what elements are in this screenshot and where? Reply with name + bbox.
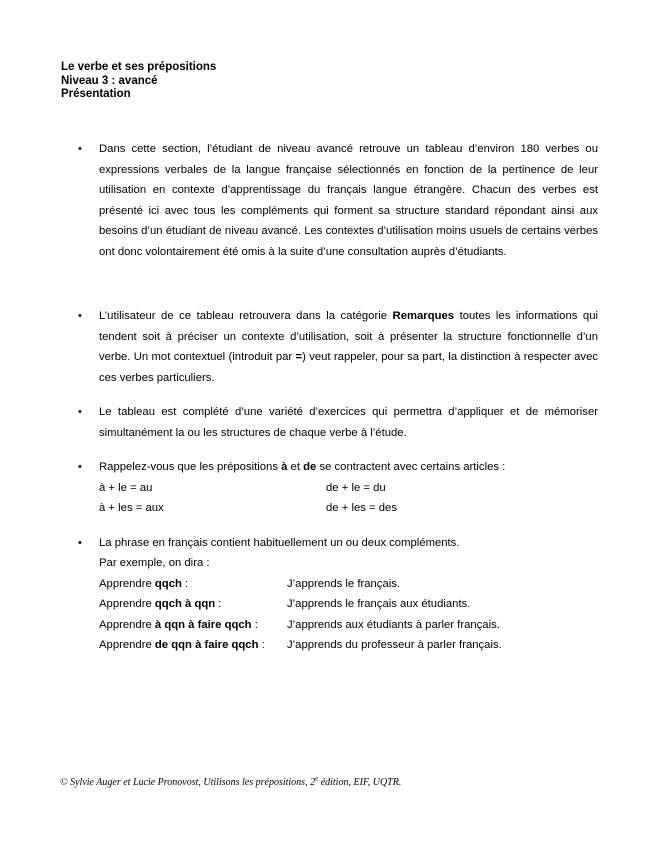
equals-symbol: = [295, 351, 303, 363]
bullet-item-complements: • La phrase en français contient habituellement un ou deux compléments. Par exemple, on dira : Apprendre qqch : J’apprends le français. Apprendre qqch à qqn : J’apprends le français aux étudiants. Apprendre à qqn à faire qqch : J’apprends aux étudiants à parler français. Apprendre de qqn à faire qqch : J’apprends du professeur à parler français. [78, 533, 598, 656]
document-title: Le verbe et ses prépositions [61, 61, 217, 73]
level-label: Niveau 3 : avancé [61, 74, 158, 87]
bullet-item-exercises: • Le tableau est complété d’une variété d’exercices qui permettra d’appliquer et de mémoriser simultanément la ou les structures de chaque verbe à l’étude. [78, 402, 598, 443]
example-row: Apprendre à qqn à faire qqch : J’apprends aux étudiants à parler français. [99, 618, 500, 631]
contraction-row: à + le = au de + le = du [99, 481, 386, 494]
bullet-item-contractions: • Rappelez-vous que les prépositions à et de se contractent avec certains articles : à + le = au de + le = du à + les = aux de + les = des [78, 457, 598, 519]
document-header [61, 61, 216, 102]
contraction-row: à + les = aux de + les = des [99, 502, 397, 514]
bullet-item-section-description: • Dans cette section, l’étudiant de niveau avancé retrouve un tableau d’environ 180 verbes ou expressions verbales de la langue française sélectionnés en fonction de la pertinence de leur utilisation en contexte d’apprentissage du français langue étrangère. Chacun des verbes est présenté ici avec tous les compléments qui forment sa structure standard répondant ainsi aux besoins d’un étudiant de niveau avancé. Les contextes d’utilisation moins usuels de certains verbes ont donc volontairement été omis à la suite d’une consultation auprès d’étudiants. [78, 139, 598, 262]
example-row: Apprendre de qqn à faire qqch : J’apprends du professeur à parler français. [99, 639, 502, 651]
bullet-list [78, 139, 598, 656]
section-title: Présentation [61, 88, 131, 100]
example-row: Apprendre qqch : J’apprends le français. [99, 577, 401, 590]
remarks-keyword: Remarques [392, 310, 455, 322]
bullet-item-remarks: • L’utilisateur de ce tableau retrouvera dans la catégorie Remarques toutes les informations qui tendent soit à préciser un contexte d’utilisation, soit à présenter la structure fonctionnelle d’un verbe. Un mot contextuel (introduit par =) veut rappeler, pour sa part, la distinction à respecter avec ces verbes particuliers. [78, 306, 598, 388]
copyright-footer: © Sylvie Auger et Lucie Pronovost, Utilisons les prépositions, 2e édition, EIF, UQTR. [60, 774, 402, 788]
example-row: Apprendre qqch à qqn : J’apprends le français aux étudiants. [99, 598, 471, 610]
